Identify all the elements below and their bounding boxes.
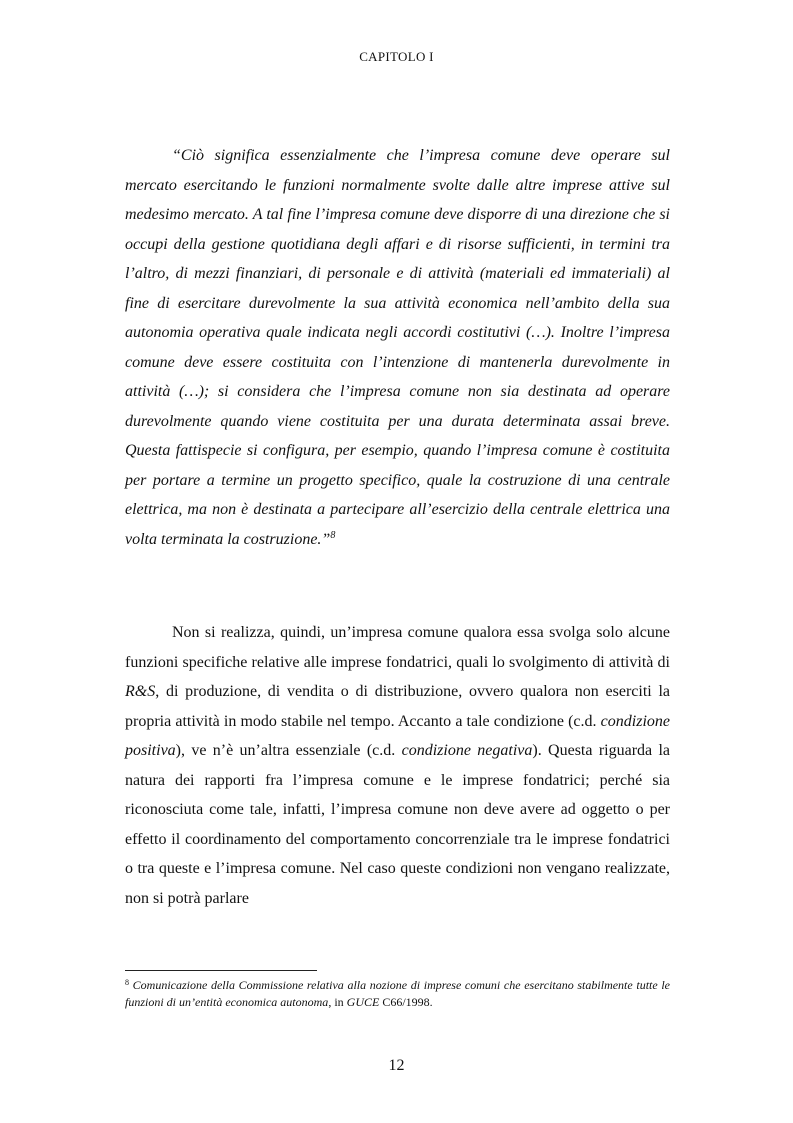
footnote-reference[interactable]: 8 bbox=[330, 529, 336, 541]
footnote-journal: GUCE bbox=[346, 995, 380, 1009]
paragraph-text-1: Non si realizza, quindi, un’impresa comune qualora essa svolga solo alcune funzioni specifiche relative alle imprese fondatrici, quali lo svolgimento di attività di bbox=[125, 624, 670, 671]
condizione-negativa-term: condizione negativa bbox=[401, 742, 533, 759]
body-paragraph bbox=[125, 618, 670, 913]
paragraph-text-2: , di produzione, di vendita o di distribuzione, ovvero qualora non eserciti la propria attività in modo stabile nel tempo. Accanto a tale condizione (c.d. bbox=[125, 683, 670, 730]
footnote-divider bbox=[125, 970, 317, 971]
footnote-number: 8 bbox=[125, 978, 129, 987]
footnote-ref: C66/1998. bbox=[379, 995, 433, 1009]
block-quote bbox=[125, 141, 670, 554]
footnote-in: , in bbox=[328, 995, 347, 1009]
condizione-positiva-term: condizione positiva bbox=[125, 712, 670, 759]
footnote bbox=[125, 977, 670, 1011]
paragraph-text-3: ), ve n’è un’altra essenziale (c.d. bbox=[175, 742, 402, 759]
quote-text: “Ciò significa essenzialmente che l’impresa comune deve operare sul mercato esercitando le funzioni normalmente svolte dalle altre imprese attive sul medesimo mercato. A tal fine l’impresa comune deve disporre di una direzione che si occupi della gestione quotidiana degli affari e di risorse sufficienti, in termini tra l’altro, di mezzi finanziari, di personale e di attività (materiali ed immateriali) al fine di esercitare durevolmente la sua attività economica nell’ambito della sua autonomia operativa quale indicata negli accordi costitutivi (…). Inoltre l’impresa comune deve essere costituita con l’intenzione di mantenerla durevolmente in attività (…); si considera che l’impresa comune non sia destinata ad operare durevolmente quando viene costituita per una durata determinata assai breve. Questa fattispecie si configura, per esempio, quando l’impresa comune è costituita per portare a termine un progetto specifico, quale la costruzione di una centrale elettrica, ma non è destinata a partecipare all’esercizio della centrale elettrica una volta terminata la costruzione.” bbox=[125, 147, 670, 548]
page-number: 12 bbox=[388, 1057, 405, 1074]
chapter-header: CAPITOLO I bbox=[359, 49, 434, 64]
footnote-title: Comunicazione della Commissione relativa alla nozione di imprese comuni che esercitano stabilmente tutte le funzioni di un’entità economica autonoma bbox=[125, 978, 670, 1009]
rs-term: R&S bbox=[125, 683, 156, 700]
paragraph-text-4: ). Questa riguarda la natura dei rapporti fra l’impresa comune e le imprese fondatrici; perché sia riconosciuta come tale, infatti, l’impresa comune non deve avere ad oggetto o per effetto il coordinamento del comportamento concorrenziale tra le imprese fondatrici o tra queste e l’impresa comune. Nel caso queste condizioni non vengano realizzate, non si potrà parlare bbox=[125, 742, 671, 907]
